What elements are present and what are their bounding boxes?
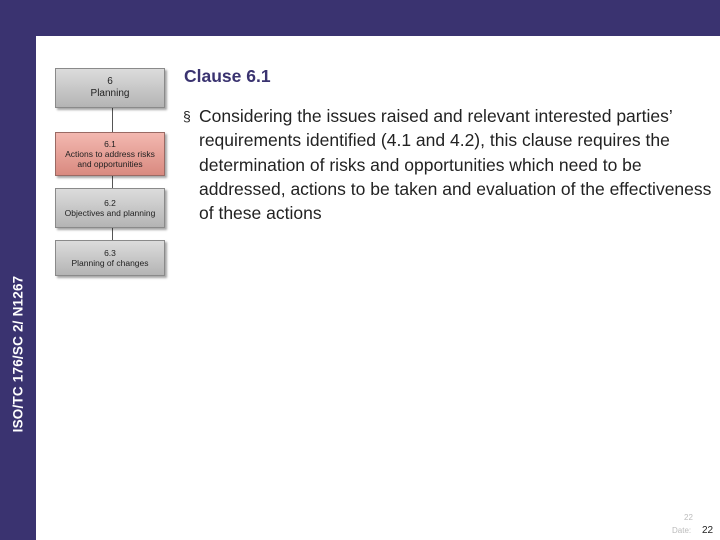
box-title: Planning	[90, 88, 130, 99]
footer-page-small: 22	[684, 513, 693, 522]
sidebar-document-label: ISO/TC 176/SC 2/ N1267	[10, 275, 26, 433]
sidebar	[0, 36, 36, 540]
diagram-box-6-1	[55, 132, 165, 176]
box-title-line2: and opportunities	[77, 159, 143, 170]
connector-line	[112, 108, 113, 132]
diagram-box-6-3	[55, 240, 165, 276]
diagram-box-6-2	[55, 188, 165, 228]
bullet-item	[183, 104, 713, 225]
box-number: 6.1	[104, 138, 116, 149]
footer-page-number: 22	[702, 525, 714, 536]
clause-title: Clause 6.1	[184, 66, 271, 86]
diagram-box-planning	[55, 68, 165, 108]
box-number: 6.3	[104, 247, 116, 258]
box-title: Planning of changes	[71, 258, 149, 268]
box-number: 6.2	[104, 197, 116, 208]
box-number: 6	[107, 76, 113, 87]
bullet-text: Considering the issues raised and relevant interested parties’ requirements identified (4.1 and 4.2), this clause requires the determination of risks and opportunities which need to be addressed, actions to be taken and evaluation of the effectiveness of these actions	[199, 106, 712, 224]
box-title: Objectives and planning	[64, 208, 156, 218]
bullet-marker: §	[183, 108, 191, 124]
box-title-line1: Actions to address risks	[65, 148, 155, 159]
connector-line	[112, 228, 113, 240]
footer-date-label: Date:	[672, 526, 692, 535]
connector-line	[112, 176, 113, 188]
